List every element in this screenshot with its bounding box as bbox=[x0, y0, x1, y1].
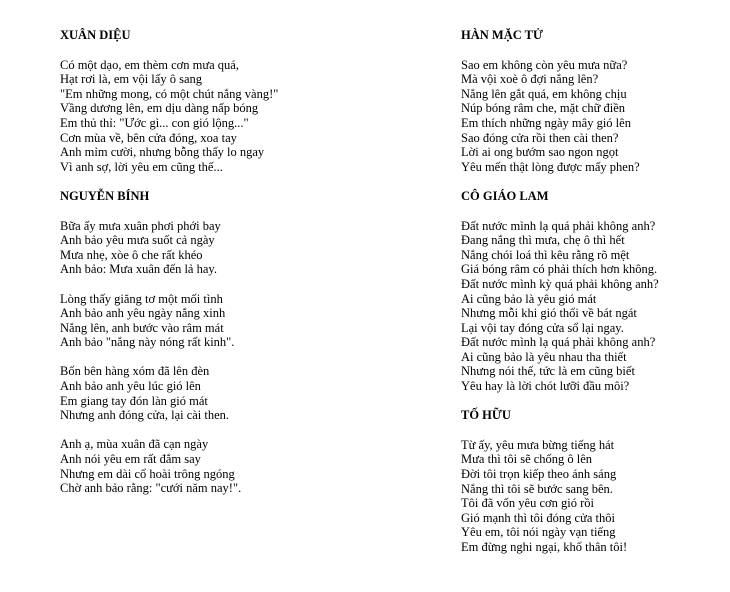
poem-line: Nhưng anh đóng cửa, lại cài then. bbox=[60, 408, 230, 423]
poem-line: Ai cũng bảo là yêu nhau tha thiết bbox=[461, 349, 627, 364]
poem-section-xuan-dieu bbox=[60, 28, 340, 174]
poem-stanza bbox=[60, 364, 340, 422]
poem-author-heading: NGUYỄN BÍNH bbox=[60, 188, 150, 203]
poem-stanza bbox=[60, 437, 340, 495]
poem-line: Đời tôi trọn kiếp theo ánh sáng bbox=[461, 467, 617, 482]
poem-line: Em thích những ngày mây gió lên bbox=[461, 115, 631, 130]
poem-line: Nhưng nói thế, tức là em cũng biết bbox=[461, 364, 635, 379]
poem-line: Mưa nhẹ, xòe ô che rất khéo bbox=[60, 247, 203, 262]
poem-line: Hạt rơi là, em vội lấy ô sang bbox=[60, 72, 202, 87]
poem-section-to-huu bbox=[461, 408, 730, 554]
poem-line: Nắng chói loá thì kêu rằng rõ mệt bbox=[461, 247, 630, 262]
poem-line: Yêu mến thật lòng được mấy phen? bbox=[461, 159, 640, 174]
poem-line: Nhưng mỗi khi gió thổi về bát ngát bbox=[461, 306, 637, 321]
poem-line: Yêu em, tôi nói ngày vạn tiếng bbox=[461, 525, 616, 540]
poem-line: Chờ anh bảo rằng: "cưới năm nay!". bbox=[60, 481, 242, 496]
poem-stanza bbox=[461, 219, 730, 394]
poem-line: Có một dạo, em thèm cơn mưa quá, bbox=[60, 57, 239, 72]
poem-section-co-giao-lam bbox=[461, 189, 730, 394]
poem-line: Anh bảo: Mưa xuân đến lả hay. bbox=[60, 262, 217, 277]
poem-line: Sao đóng cửa rồi then cài then? bbox=[461, 130, 619, 145]
poem-line: Anh ạ, mùa xuân đã cạn ngày bbox=[60, 437, 209, 452]
poem-stanza bbox=[461, 438, 730, 555]
poem-line: Đất nước mình kỳ quá phải không anh? bbox=[461, 276, 659, 291]
poem-stanza bbox=[60, 292, 340, 350]
poem-line: Giá bóng râm có phải thích hơn không. bbox=[461, 262, 658, 277]
poem-line: Cơn mùa về, bên cửa đóng, xoa tay bbox=[60, 130, 237, 145]
poem-stanza bbox=[461, 58, 730, 175]
poem-author-heading: CÔ GIÁO LAM bbox=[461, 188, 549, 203]
poem-line: Anh bảo anh yêu ngày nắng xinh bbox=[60, 306, 226, 321]
poem-line: "Em những mong, có một chút nắng vàng!" bbox=[60, 86, 279, 101]
poem-line: Ai cũng bảo là yêu gió mát bbox=[461, 291, 597, 306]
poem-line: Nắng lên, anh bước vào râm mát bbox=[60, 320, 224, 335]
poem-line: Bữa ấy mưa xuân phơi phới bay bbox=[60, 218, 221, 233]
poem-line: Yêu hay là lời chót lưỡi đầu môi? bbox=[461, 379, 630, 394]
poem-line: Anh bảo anh yêu lúc gió lên bbox=[60, 379, 201, 394]
poem-line: Lại vội tay đóng cửa sổ lại ngay. bbox=[461, 320, 624, 335]
poem-line: Núp bóng râm che, mặt chữ điền bbox=[461, 101, 626, 116]
poem-author-heading: HÀN MẶC TỬ bbox=[461, 28, 543, 42]
poem-line: Mưa thì tôi sẽ chống ô lên bbox=[461, 452, 593, 467]
poem-line: Gió mạnh thì tôi đóng cửa thôi bbox=[461, 510, 615, 525]
poem-line: Đất nước mình lạ quá phải không anh? bbox=[461, 335, 656, 350]
poem-line: Nhưng em dài cổ hoài trông ngóng bbox=[60, 466, 235, 481]
poem-line: Vì anh sợ, lời yêu em cũng thế... bbox=[60, 159, 223, 174]
poem-author-heading: TỐ HỮU bbox=[461, 408, 511, 423]
poem-line: Tôi đã vốn yêu cơn gió rồi bbox=[461, 496, 594, 511]
poem-line: Nắng thì tôi sẽ bước sang bên. bbox=[461, 481, 613, 496]
poem-line: Em thủ thỉ: "Ước gì... con gió lộng..." bbox=[60, 115, 249, 130]
poem-section-han-mac-tu bbox=[461, 28, 730, 174]
poem-line: Đang nắng thì mưa, chẹ ô thì hết bbox=[461, 233, 625, 248]
left-column bbox=[60, 28, 340, 510]
poem-line: Anh mỉm cười, nhưng bỗng thấy lo ngay bbox=[60, 145, 265, 160]
poem-stanza bbox=[60, 219, 340, 277]
poem-line: Sao em không còn yêu mưa nữa? bbox=[461, 57, 628, 72]
poem-line: Anh bảo "nắng này nóng rất kinh". bbox=[60, 335, 235, 350]
poem-line: Vầng dương lên, em dịu dàng nấp bóng bbox=[60, 101, 259, 116]
poem-line: Anh nói yêu em rất đắm say bbox=[60, 452, 201, 467]
right-column bbox=[461, 28, 730, 569]
poem-line: Từ ấy, yêu mưa bừng tiếng hát bbox=[461, 437, 615, 452]
poem-line: Bốn bên hàng xóm đã lên đèn bbox=[60, 364, 210, 379]
poem-line: Đất nước mình lạ quá phải không anh? bbox=[461, 218, 656, 233]
poem-stanza bbox=[60, 58, 340, 175]
poem-author-heading: XUÂN DIỆU bbox=[60, 28, 131, 42]
poem-section-nguyen-binh bbox=[60, 189, 340, 496]
poem-line: Mà vội xoè ô đợi nắng lên? bbox=[461, 72, 599, 87]
poem-line: Em giang tay đón làn gió mát bbox=[60, 393, 208, 408]
poem-line: Lòng thấy giăng tơ một mối tình bbox=[60, 291, 223, 306]
poem-line: Lời ai ong bướm sao ngon ngọt bbox=[461, 145, 619, 160]
poem-line: Em đừng nghi ngại, khổ thân tôi! bbox=[461, 540, 628, 554]
poem-line: Anh bảo yêu mưa suốt cả ngày bbox=[60, 233, 215, 248]
poem-line: Nắng lên gắt quá, em không chịu bbox=[461, 86, 627, 101]
